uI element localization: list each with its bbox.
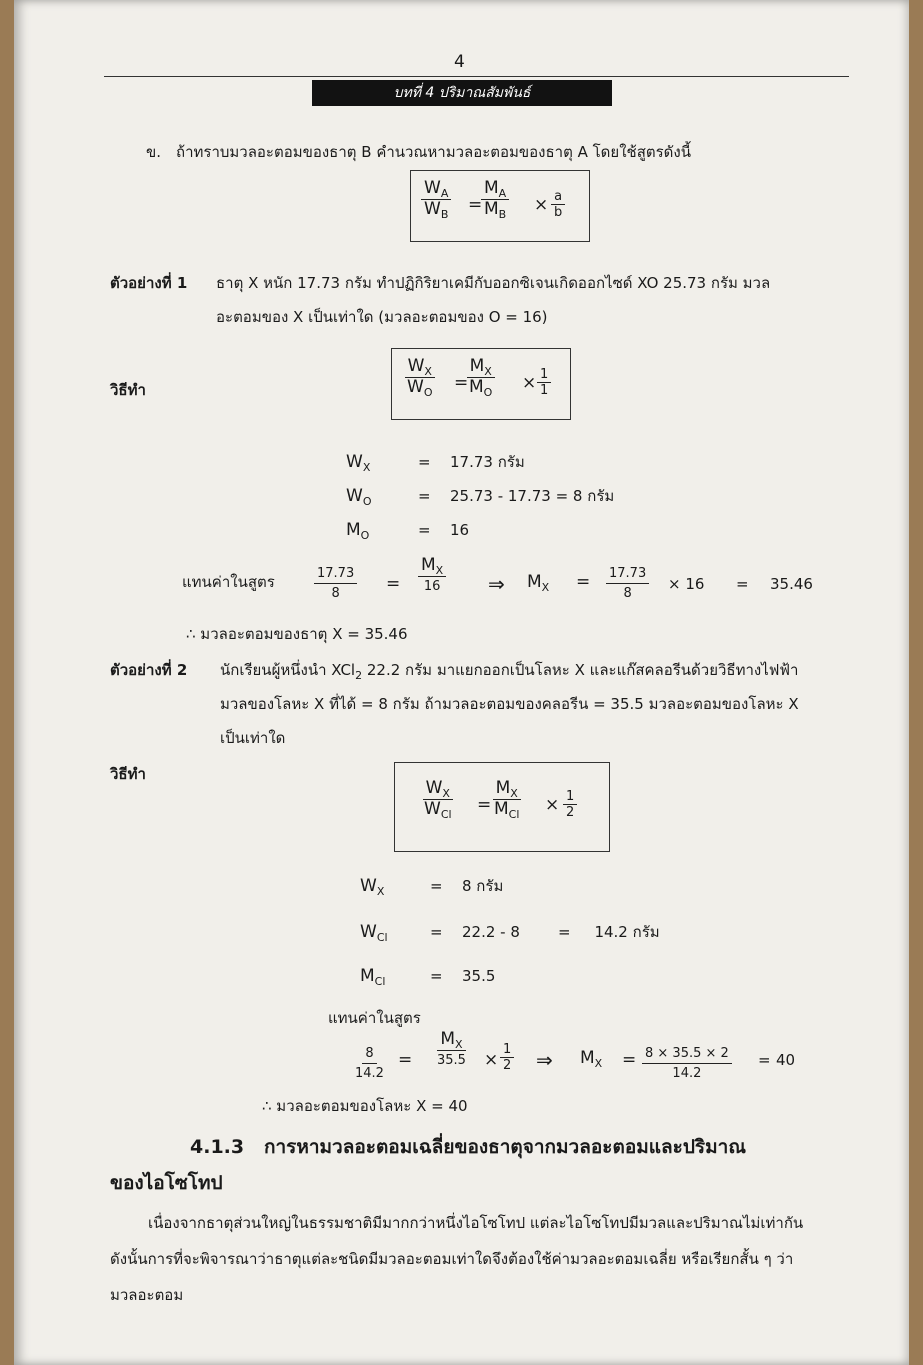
given-wo: $W_O$ bbox=[346, 486, 372, 508]
given-wx-2-value: 8 กรัม bbox=[462, 877, 504, 895]
formula-box-example-2: $W_X$ $W_{Cl}$ = $M_X$ $M_{Cl}$ × $\frac{1}{2}$ bbox=[394, 762, 610, 852]
fraction-mx-mcl: $M_X$ $M_{Cl}$ bbox=[494, 778, 520, 821]
frac-final: $\frac{8 \times 35.5 \times 2}{14.2}$ bbox=[642, 1044, 732, 1083]
section-heading-line-1: 4.1.3 การหามวลอะตอมเฉลี่ยของธาตุจากมวลอะตอมและปริมาณ bbox=[190, 1136, 746, 1158]
fraction-wx-wcl: $W_X$ $W_{Cl}$ bbox=[424, 778, 452, 821]
given-wx-value: 17.73 กรัม bbox=[450, 453, 525, 471]
part-b-text: ถ้าทราบมวลอะตอมของธาตุ B คำนวณหามวลอะตอมของธาตุ A โดยใช้สูตรดังนี้ bbox=[176, 143, 691, 161]
given-wo-value: 25.73 - 17.73 = 8 กรัม bbox=[450, 487, 615, 505]
example-2-line-1: นักเรียนผู้หนึ่งนำ XCl$_2$ 22.2 กรัม มาแยกออกเป็นโลหะ X และแก๊สคลอรีนด้วยวิธีทางไฟฟ้า bbox=[220, 661, 799, 682]
given-wx: $W_X$ bbox=[346, 452, 371, 474]
paragraph-line-1: เนื่องจากธาตุส่วนใหญ่ในธรรมชาติมีมากกว่าหนึ่งไอโซโทป แต่ละไอโซโทปมีมวลและปริมาณไม่เท่ากัน bbox=[148, 1214, 804, 1232]
method-label-1: วิธีทำ bbox=[110, 381, 146, 399]
given-mo-value: 16 bbox=[450, 521, 470, 539]
example-1-line-2: อะตอมของ X เป็นเท่าใด (มวลอะตอมของ O = 16) bbox=[216, 308, 548, 326]
frac-mx-355: $M_X$ 35.5 bbox=[437, 1029, 466, 1068]
frac-1-2-b: $\frac{1}{2}$ bbox=[500, 1042, 514, 1073]
formula-box-general: $\frac{W_A}{W_B}$ = $\frac{M_A}{M_B}$ × $\frac{a}{b}$ bbox=[410, 170, 590, 242]
fraction-1-1: $\frac{1}{1}$ bbox=[537, 367, 551, 398]
fraction-1-2: $\frac{1}{2}$ bbox=[563, 789, 577, 820]
fraction-ma-mb: $\frac{M_A}{M_B}$ bbox=[481, 179, 509, 220]
frac-1773-8-b: $\frac{17.73}{8}$ bbox=[606, 564, 649, 603]
frac-mx-16: $M_X$ 16 bbox=[418, 556, 446, 596]
method-label-2: วิธีทำ bbox=[110, 765, 146, 783]
fraction-wx-wo: $\frac{W_X}{W_O}$ bbox=[404, 357, 435, 398]
given-mo: $M_O$ bbox=[346, 520, 370, 542]
fraction-wa-wb: $\frac{W_A}{W_B}$ bbox=[421, 179, 451, 220]
chapter-banner: บทที่ 4 ปริมาณสัมพันธ์ bbox=[312, 80, 612, 106]
header-rule bbox=[104, 76, 849, 77]
result-1: 35.46 bbox=[770, 575, 813, 593]
substitute-label-2: แทนค่าในสูตร bbox=[328, 1009, 421, 1027]
result-2: 40 bbox=[776, 1051, 796, 1069]
conclusion-1: ∴ มวลอะตอมของธาตุ X = 35.46 bbox=[186, 625, 408, 643]
example-2-label: ตัวอย่างที่ 2 bbox=[110, 661, 188, 679]
frac-1773-8: $\frac{17.73}{8}$ bbox=[314, 564, 357, 603]
given-mcl: $M_{Cl}$ bbox=[360, 966, 386, 988]
paragraph-line-3: มวลอะตอม bbox=[110, 1286, 184, 1304]
given-mcl-value: 35.5 bbox=[462, 967, 496, 985]
given-wcl-value: 22.2 - 8 = 14.2 กรัม bbox=[462, 923, 660, 941]
given-wx-2: $W_X$ bbox=[360, 876, 385, 898]
page-number: 4 bbox=[454, 52, 465, 72]
example-2-line-3: เป็นเท่าใด bbox=[220, 729, 286, 747]
book-page: 4 บทที่ 4 ปริมาณสัมพันธ์ ข. ถ้าทราบมวลอะตอมของธาตุ B คำนวณหามวลอะตอมของธาตุ A โดยใช้สูตรดังนี้ $\frac{W_A}{W_B}$ = $\frac{M_A}{M_B}$ × $\frac{a}{b}$ ตัวอย่างที่ 1 ธาตุ X หนัก 17.73 กรัม ทำปฏิกิริยาเคมีกับออกซิเจนเกิดออกไซด์ XO 25.73 กรัม มวล อะตอมของ X เป็นเท่าใด (มวลอะตอมของ O = 16) วิธีทำ $\frac{W_X}{W_O}$ = $\frac{M_X}{M_O}$ × $\frac{1}{1}$ $W_X$ = 17.73 กรัม $W_O$ = 25.73 - 17.73 = 8 กรัม $M_O$ = 16 แทนค่าในสูตร $\frac{17.73}{8}$ = $M_X$ 16 ⇒ $M_X$ = $\frac{17.73}{8}$ × 16 = 35.46 ∴ มวลอะตอมของธาตุ X = 35.46 ตัวอย่างที่ 2 นักเรียนผู้หนึ่งนำ XCl$_2$ 22.2 กรัม มาแยกออกเป็นโลหะ X และแก๊สคลอรีนด้วยวิธีทางไฟฟ้า มวลของโลหะ X ที่ได้ = 8 กรัม ถ้ามวลอะตอมของคลอรีน = 35.5 มวลอะตอมของโลหะ X เป็นเท่าใด วิธีทำ $W_X$ $W_{Cl}$ = $M_X$ $M_{Cl}$ × $\frac{1}{2}$ $W_X$ = 8 กรัม $W_{Cl}$ = 22.2 - 8 = 14.2 กรัม $M_{Cl}$ = 35.5 แทนค่าในสูตร $\frac{8}{14.2}$ = $M_X$ 35.5 × $\frac{1}{2}$ ⇒ $M_X$ = $\frac{8 \times 35.5 \times 2}{14.2}$ = 40 ∴ มวลอะตอมของโลหะ X = 40 4.1.3 การหามวลอะตอมเฉลี่ยของธาตุจากมวลอะตอมและปริมาณ ของไอโซโทป เนื่องจากธาตุส่วนใหญ่ในธรรมชาติมีมากกว่าหนึ่งไอโซโทป แต่ละไอโซโทปมีมวลและปริมาณไม่เท่ากัน ดังนั้นการที่จะพิจารณาว่าธาตุแต่ละชนิดมีมวลอะตอมเท่าใดจึงต้องใช้ค่ามวลอะตอมเฉลี่ย หรือเรียกสั้น ๆ ว่า มวลอะตอม bbox=[14, 0, 909, 1365]
example-2-line-2: มวลของโลหะ X ที่ได้ = 8 กรัม ถ้ามวลอะตอมของคลอรีน = 35.5 มวลอะตอมของโลหะ X bbox=[220, 695, 799, 713]
part-marker: ข. bbox=[146, 143, 162, 161]
formula-box-example-1: $\frac{W_X}{W_O}$ = $\frac{M_X}{M_O}$ × $\frac{1}{1}$ bbox=[391, 348, 571, 420]
given-wcl: $W_{Cl}$ bbox=[360, 922, 388, 944]
example-1-line-1: ธาตุ X หนัก 17.73 กรัม ทำปฏิกิริยาเคมีกับออกซิเจนเกิดออกไซด์ XO 25.73 กรัม มวล bbox=[216, 274, 771, 292]
paragraph-line-2: ดังนั้นการที่จะพิจารณาว่าธาตุแต่ละชนิดมีมวลอะตอมเท่าใดจึงต้องใช้ค่ามวลอะตอมเฉลี่ย หรือเรียกสั้น ๆ ว่า bbox=[110, 1250, 794, 1268]
conclusion-2: ∴ มวลอะตอมของโลหะ X = 40 bbox=[262, 1097, 468, 1115]
example-1-label: ตัวอย่างที่ 1 bbox=[110, 274, 188, 292]
fraction-mx-mo: $\frac{M_X}{M_O}$ bbox=[466, 357, 495, 398]
section-heading-line-2: ของไอโซโทป bbox=[110, 1172, 223, 1194]
frac-8-142: $\frac{8}{14.2}$ bbox=[355, 1046, 384, 1081]
substitute-label-1: แทนค่าในสูตร bbox=[182, 573, 275, 591]
fraction-a-b: $\frac{a}{b}$ bbox=[551, 189, 565, 220]
